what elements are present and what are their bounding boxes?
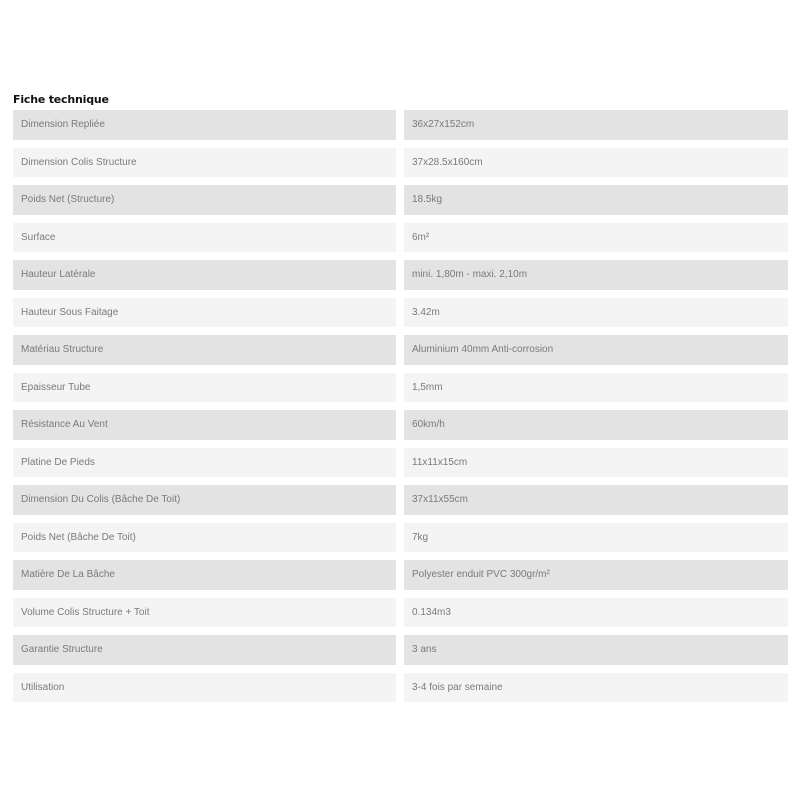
spec-row [13, 523, 788, 553]
spec-label: Matériau Structure [13, 335, 396, 365]
spec-table [13, 110, 788, 702]
spec-label: Surface [13, 223, 396, 253]
spec-label: Poids Net (Bâche De Toit) [13, 523, 396, 553]
spec-label: Poids Net (Structure) [13, 185, 396, 215]
spec-value: mini. 1,80m - maxi. 2,10m [404, 260, 788, 290]
spec-label: Hauteur Latérale [13, 260, 396, 290]
spec-row [13, 635, 788, 665]
spec-value: 0.134m3 [404, 598, 788, 628]
spec-row [13, 260, 788, 290]
spec-value: Aluminium 40mm Anti-corrosion [404, 335, 788, 365]
spec-value: 60km/h [404, 410, 788, 440]
spec-label: Epaisseur Tube [13, 373, 396, 403]
spec-row [13, 148, 788, 178]
spec-value: 3 ans [404, 635, 788, 665]
spec-value: 18.5kg [404, 185, 788, 215]
spec-row [13, 560, 788, 590]
spec-value: 7kg [404, 523, 788, 553]
spec-row [13, 410, 788, 440]
technical-sheet [13, 91, 788, 702]
spec-label: Volume Colis Structure + Toit [13, 598, 396, 628]
spec-row [13, 110, 788, 140]
spec-label: Platine De Pieds [13, 448, 396, 478]
spec-value: 1,5mm [404, 373, 788, 403]
sheet-title: Fiche technique [13, 93, 109, 106]
spec-label: Hauteur Sous Faitage [13, 298, 396, 328]
spec-row [13, 485, 788, 515]
spec-label: Dimension Colis Structure [13, 148, 396, 178]
spec-row [13, 298, 788, 328]
spec-row [13, 673, 788, 703]
spec-label: Résistance Au Vent [13, 410, 396, 440]
spec-value: 37x11x55cm [404, 485, 788, 515]
spec-value: 37x28.5x160cm [404, 148, 788, 178]
spec-value: 6m² [404, 223, 788, 253]
spec-row [13, 373, 788, 403]
spec-row [13, 448, 788, 478]
spec-label: Utilisation [13, 673, 396, 703]
spec-value: 3-4 fois par semaine [404, 673, 788, 703]
spec-value: Polyester enduit PVC 300gr/m² [404, 560, 788, 590]
spec-value: 11x11x15cm [404, 448, 788, 478]
spec-value: 3.42m [404, 298, 788, 328]
spec-row [13, 335, 788, 365]
spec-row [13, 223, 788, 253]
spec-label: Matière De La Bâche [13, 560, 396, 590]
spec-row [13, 598, 788, 628]
spec-label: Dimension Du Colis (Bâche De Toit) [13, 485, 396, 515]
spec-label: Dimension Repliée [13, 110, 396, 140]
spec-row [13, 185, 788, 215]
spec-label: Garantie Structure [13, 635, 396, 665]
spec-value: 36x27x152cm [404, 110, 788, 140]
